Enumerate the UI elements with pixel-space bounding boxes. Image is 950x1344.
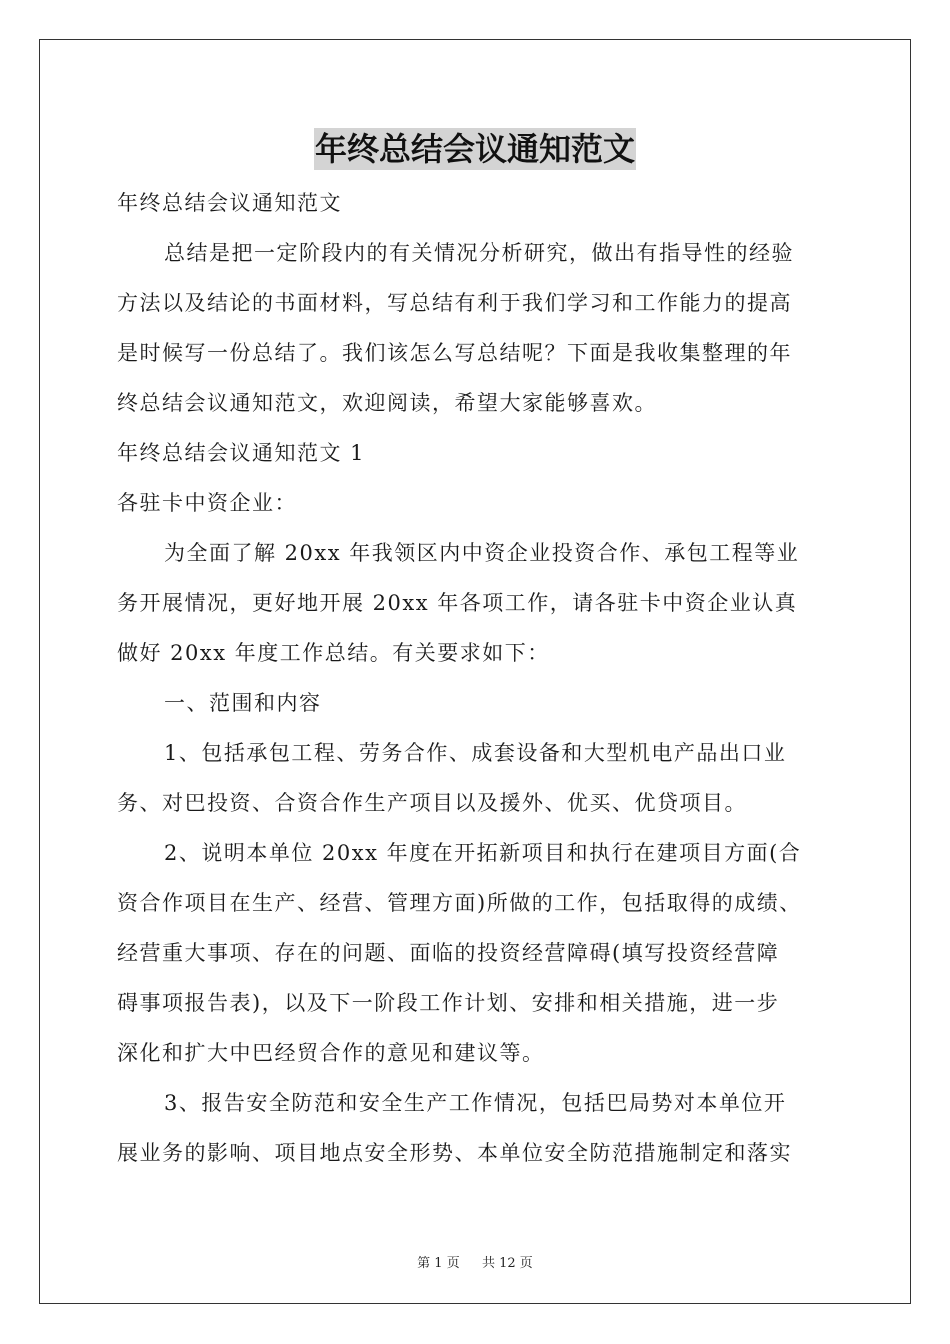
document-body xyxy=(117,178,839,1178)
page-total: 共 12 页 xyxy=(482,1256,533,1271)
body-line: 资合作项目在生产、经营、管理方面)所做的工作，包括取得的成绩、 xyxy=(117,891,802,915)
body-line: 终总结会议通知范文，欢迎阅读，希望大家能够喜欢。 xyxy=(117,391,657,415)
body-line: 务开展情况，更好地开展 20xx 年各项工作，请各驻卡中资企业认真 xyxy=(117,591,798,615)
body-line: 一、范围和内容 xyxy=(164,691,322,715)
body-line: 年终总结会议通知范文 1 xyxy=(117,441,366,465)
body-line: 各驻卡中资企业： xyxy=(117,491,297,515)
body-line: 为全面了解 20xx 年我领区内中资企业投资合作、承包工程等业 xyxy=(164,541,800,565)
body-line: 总结是把一定阶段内的有关情况分析研究，做出有指导性的经验 xyxy=(164,241,794,265)
body-line: 年终总结会议通知范文 xyxy=(117,191,342,215)
page-number: 第 1 页 xyxy=(417,1256,460,1271)
page-footer xyxy=(0,1252,950,1271)
body-line: 经营重大事项、存在的问题、面临的投资经营障碍(填写投资经营障 xyxy=(117,941,780,965)
body-line: 1、包括承包工程、劳务合作、成套设备和大型机电产品出口业 xyxy=(164,741,787,765)
document-title: 年终总结会议通知范文 xyxy=(314,130,635,168)
body-line: 深化和扩大中巴经贸合作的意见和建议等。 xyxy=(117,1041,545,1065)
body-line: 展业务的影响、项目地点安全形势、本单位安全防范措施制定和落实 xyxy=(117,1141,792,1165)
body-line: 2、说明本单位 20xx 年度在开拓新项目和执行在建项目方面(合 xyxy=(164,841,802,865)
body-line: 做好 20xx 年度工作总结。有关要求如下： xyxy=(117,641,550,665)
body-line: 3、报告安全防范和安全生产工作情况，包括巴局势对本单位开 xyxy=(164,1091,787,1115)
body-line: 是时候写一份总结了。我们该怎么写总结呢？下面是我收集整理的年 xyxy=(117,341,792,365)
title-container xyxy=(0,128,950,170)
body-line: 碍事项报告表)，以及下一阶段工作计划、安排和相关措施，进一步 xyxy=(117,991,780,1015)
body-line: 方法以及结论的书面材料，写总结有利于我们学习和工作能力的提高 xyxy=(117,291,792,315)
body-line: 务、对巴投资、合资合作生产项目以及援外、优买、优贷项目。 xyxy=(117,791,747,815)
